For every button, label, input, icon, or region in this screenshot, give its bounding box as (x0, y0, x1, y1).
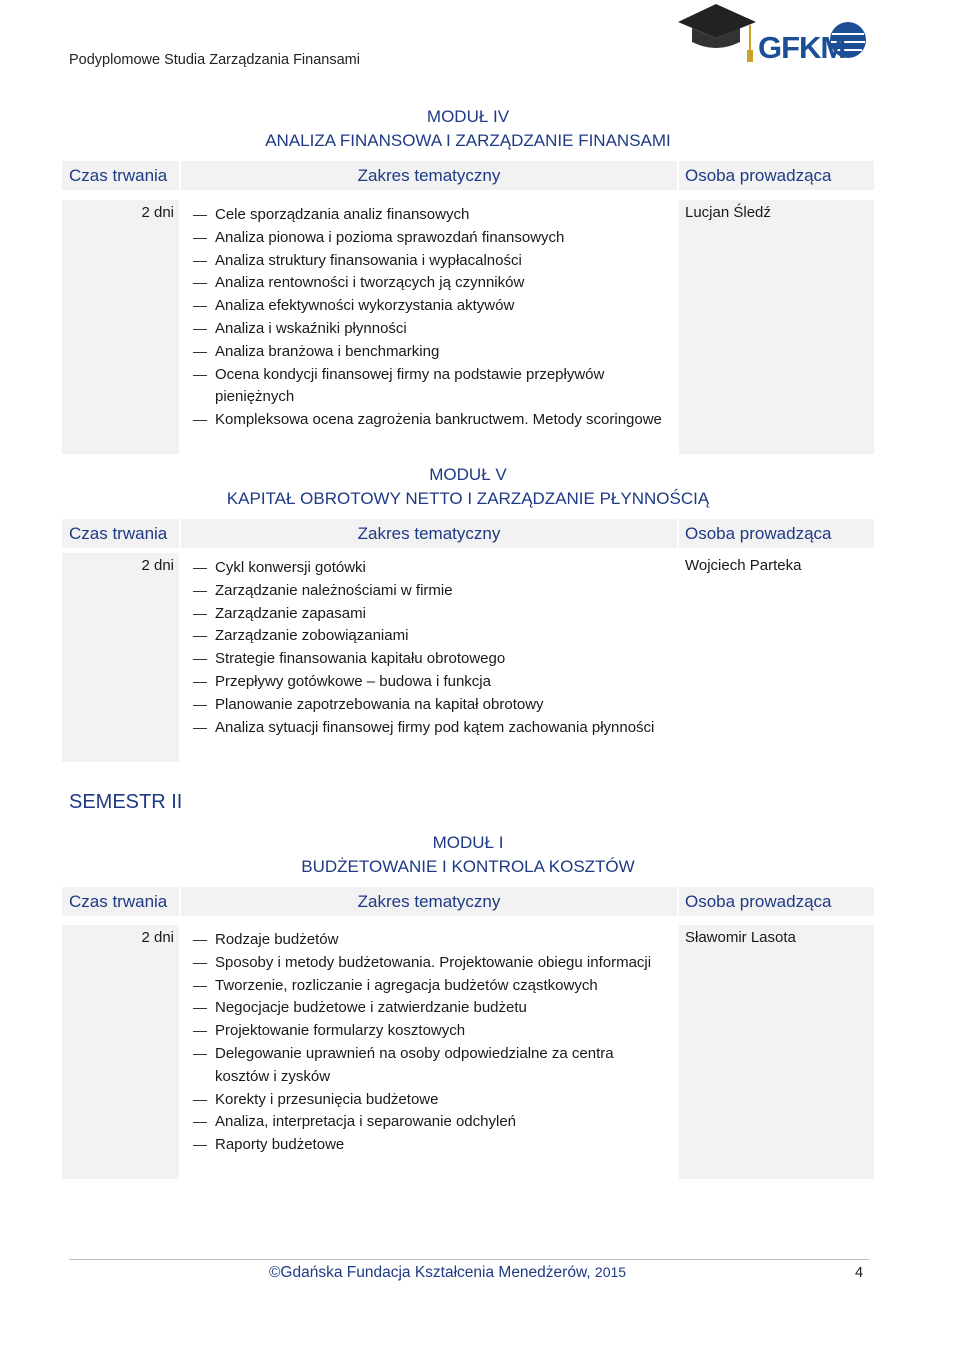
topic-item: Sposoby i metody budżetowania. Projektowanie obiegu informacji (181, 952, 671, 975)
module-number: MODUŁ V (429, 465, 507, 484)
header-lecturer: Osoba prowadząca (679, 161, 874, 190)
lecturer-cell (679, 925, 874, 1179)
topic-item: Rodzaje budżetów (181, 929, 671, 952)
table-row (62, 200, 874, 454)
module-4-heading (62, 105, 874, 153)
topics-list (181, 204, 671, 432)
lecturer-name: Wojciech Parteka (685, 557, 802, 574)
topic-item: Tworzenie, rozliczanie i agregacja budżetów cząstkowych (181, 975, 671, 998)
duration-cell (62, 925, 179, 1179)
footer-copyright (269, 1264, 626, 1282)
topic-item: Kompleksowa ocena zagrożenia bankructwem. Metody scoringowe (181, 409, 671, 432)
module-name: ANALIZA FINANSOWA I ZARZĄDZANIE FINANSAMI (265, 131, 671, 150)
table-header-row (62, 887, 874, 916)
header-topics: Zakres tematyczny (181, 887, 677, 916)
topic-item: Zarządzanie zapasami (181, 603, 671, 626)
topics-cell (181, 925, 677, 1179)
topic-item: Analiza sytuacji finansowej firmy pod kątem zachowania płynności (181, 717, 671, 740)
topics-list (181, 929, 671, 1157)
duration-cell (62, 553, 179, 762)
footer-divider (69, 1259, 869, 1260)
topic-item: Przepływy gotówkowe – budowa i funkcja (181, 671, 671, 694)
module-name: KAPITAŁ OBROTOWY NETTO I ZARZĄDZANIE PŁYNNOŚCIĄ (226, 489, 710, 508)
copyright-year: 2015 (594, 1264, 627, 1280)
table-header-row (62, 161, 874, 190)
topic-item: Analiza, interpretacja i separowanie odchyleń (181, 1111, 671, 1134)
semester-heading: SEMESTR II (69, 791, 183, 813)
topics-list (181, 557, 671, 739)
header-lecturer: Osoba prowadząca (679, 887, 874, 916)
module-5-heading (62, 463, 874, 511)
module-number: MODUŁ I (432, 833, 504, 852)
duration-value: 2 dni (141, 557, 174, 574)
module-1-heading (62, 831, 874, 879)
topic-item: Analiza branżowa i benchmarking (181, 341, 671, 364)
header-topics: Zakres tematyczny (181, 519, 677, 548)
module-name: BUDŻETOWANIE I KONTROLA KOSZTÓW (301, 857, 635, 876)
topic-item: Analiza rentowności i tworzących ją czynników (181, 272, 671, 295)
topic-item: Zarządzanie należnościami w firmie (181, 580, 671, 603)
table-header-row (62, 519, 874, 548)
topic-item: Strategie finansowania kapitału obrotowego (181, 648, 671, 671)
header-duration: Czas trwania (62, 519, 179, 548)
topic-item: Projektowanie formularzy kosztowych (181, 1020, 671, 1043)
module-number: MODUŁ IV (426, 107, 510, 126)
topics-cell (181, 200, 677, 454)
topic-item: Cykl konwersji gotówki (181, 557, 671, 580)
copyright-text: ©Gdańska Fundacja Kształcenia Menedżerów, (269, 1264, 591, 1281)
topic-item: Planowanie zapotrzebowania na kapitał obrotowy (181, 694, 671, 717)
topic-item: Ocena kondycji finansowej firmy na podstawie przepływów pieniężnych (181, 364, 671, 410)
duration-value: 2 dni (141, 204, 174, 221)
topic-item: Negocjacje budżetowe i zatwierdzanie budżetu (181, 997, 671, 1020)
topic-item: Cele sporządzania analiz finansowych (181, 204, 671, 227)
lecturer-cell (679, 553, 874, 762)
lecturer-name: Sławomir Lasota (685, 929, 796, 946)
topic-item: Analiza pionowa i pozioma sprawozdań finansowych (181, 227, 671, 250)
topic-item: Delegowanie uprawnień na osoby odpowiedzialne za centra kosztów i zysków (181, 1043, 671, 1089)
topic-item: Analiza struktury finansowania i wypłacalności (181, 250, 671, 273)
table-row (62, 553, 874, 762)
logo-text: GFKM (758, 30, 846, 65)
header-duration: Czas trwania (62, 887, 179, 916)
topic-item: Zarządzanie zobowiązaniami (181, 625, 671, 648)
table-row (62, 925, 874, 1179)
topic-item: Analiza i wskaźniki płynności (181, 318, 671, 341)
header-lecturer: Osoba prowadząca (679, 519, 874, 548)
topics-cell (181, 553, 677, 762)
topic-item: Korekty i przesunięcia budżetowe (181, 1089, 671, 1112)
lecturer-name: Lucjan Śledź (685, 204, 771, 221)
topic-item: Raporty budżetowe (181, 1134, 671, 1157)
duration-cell (62, 200, 179, 454)
topic-item: Analiza efektywności wykorzystania aktywów (181, 295, 671, 318)
header-topics: Zakres tematyczny (181, 161, 677, 190)
header-duration: Czas trwania (62, 161, 179, 190)
page-number: 4 (855, 1265, 864, 1281)
lecturer-cell (679, 200, 874, 454)
duration-value: 2 dni (141, 929, 174, 946)
document-header-title: Podyplomowe Studia Zarządzania Finansami (69, 52, 360, 68)
